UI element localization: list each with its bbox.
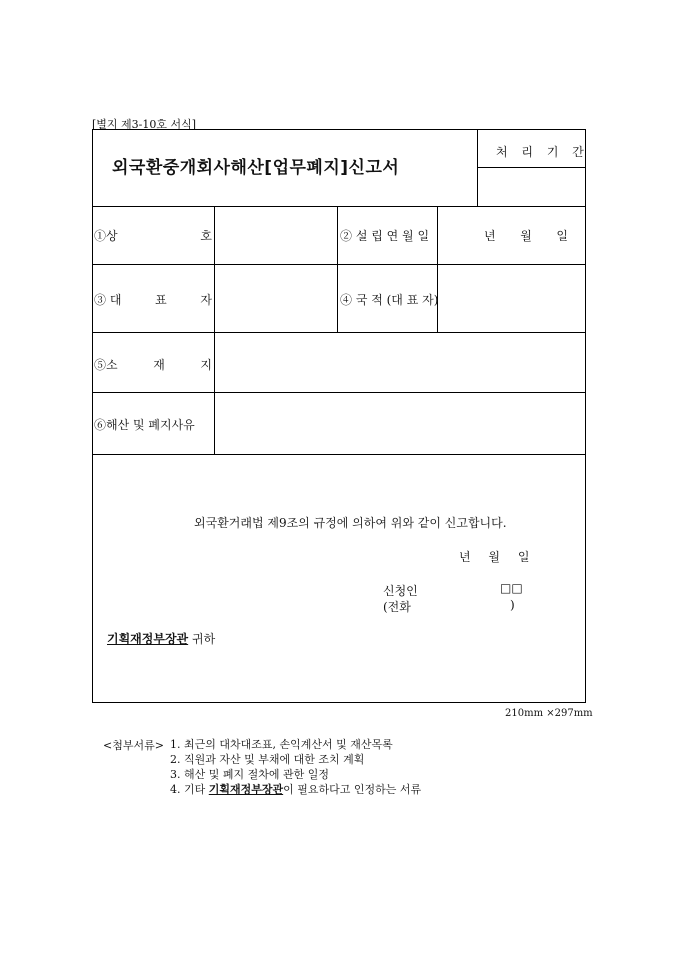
attachment-item: 3. 해산 및 폐지 절차에 관한 일정	[170, 768, 329, 781]
trade-name-label: ①상 호	[94, 229, 212, 243]
submit-date: 년 월 일	[459, 550, 530, 564]
attachments-title: <첨부서류>	[103, 739, 164, 752]
established-date-value: 년 월 일	[484, 229, 568, 243]
phone-label: (전화	[383, 600, 411, 614]
attachment-item: 4. 기타 기획재정부장관이 필요하다고 인정하는 서류	[170, 783, 422, 796]
paper-size: 210mm ×297mm	[505, 708, 593, 719]
phone-close: )	[510, 598, 515, 612]
applicant-label: 신청인	[383, 584, 418, 598]
attachments-list	[170, 737, 421, 797]
seal-mark: □□	[500, 581, 523, 595]
addressee-suffix: 귀하	[188, 632, 216, 646]
addressee	[107, 630, 215, 647]
form-number: [별지 제3-10호 서식]	[92, 118, 197, 131]
nationality-label: ④ 국 적 (대 표 자)	[340, 293, 439, 307]
reason-label: ⑥해산 및 폐지사유	[94, 418, 195, 432]
representative-label: ③ 대 표 자	[94, 293, 212, 307]
processing-period-label: 처 리 기 간	[496, 145, 589, 159]
attachment-item: 1. 최근의 대차대조표, 손익계산서 및 재산목록	[170, 738, 393, 751]
addressee-name: 기획재정부장관	[107, 632, 189, 646]
established-date-label: ② 설 립 연 월 일	[340, 229, 430, 243]
declaration-statement: 외국환거래법 제9조의 규정에 의하여 위와 같이 신고합니다.	[194, 516, 507, 530]
form-title: 외국환중개회사해산[업무폐지]신고서	[112, 158, 400, 178]
attachment-item: 2. 직원과 자산 및 부채에 대한 조치 계획	[170, 753, 365, 766]
location-label: ⑤소 재 지	[94, 358, 212, 372]
